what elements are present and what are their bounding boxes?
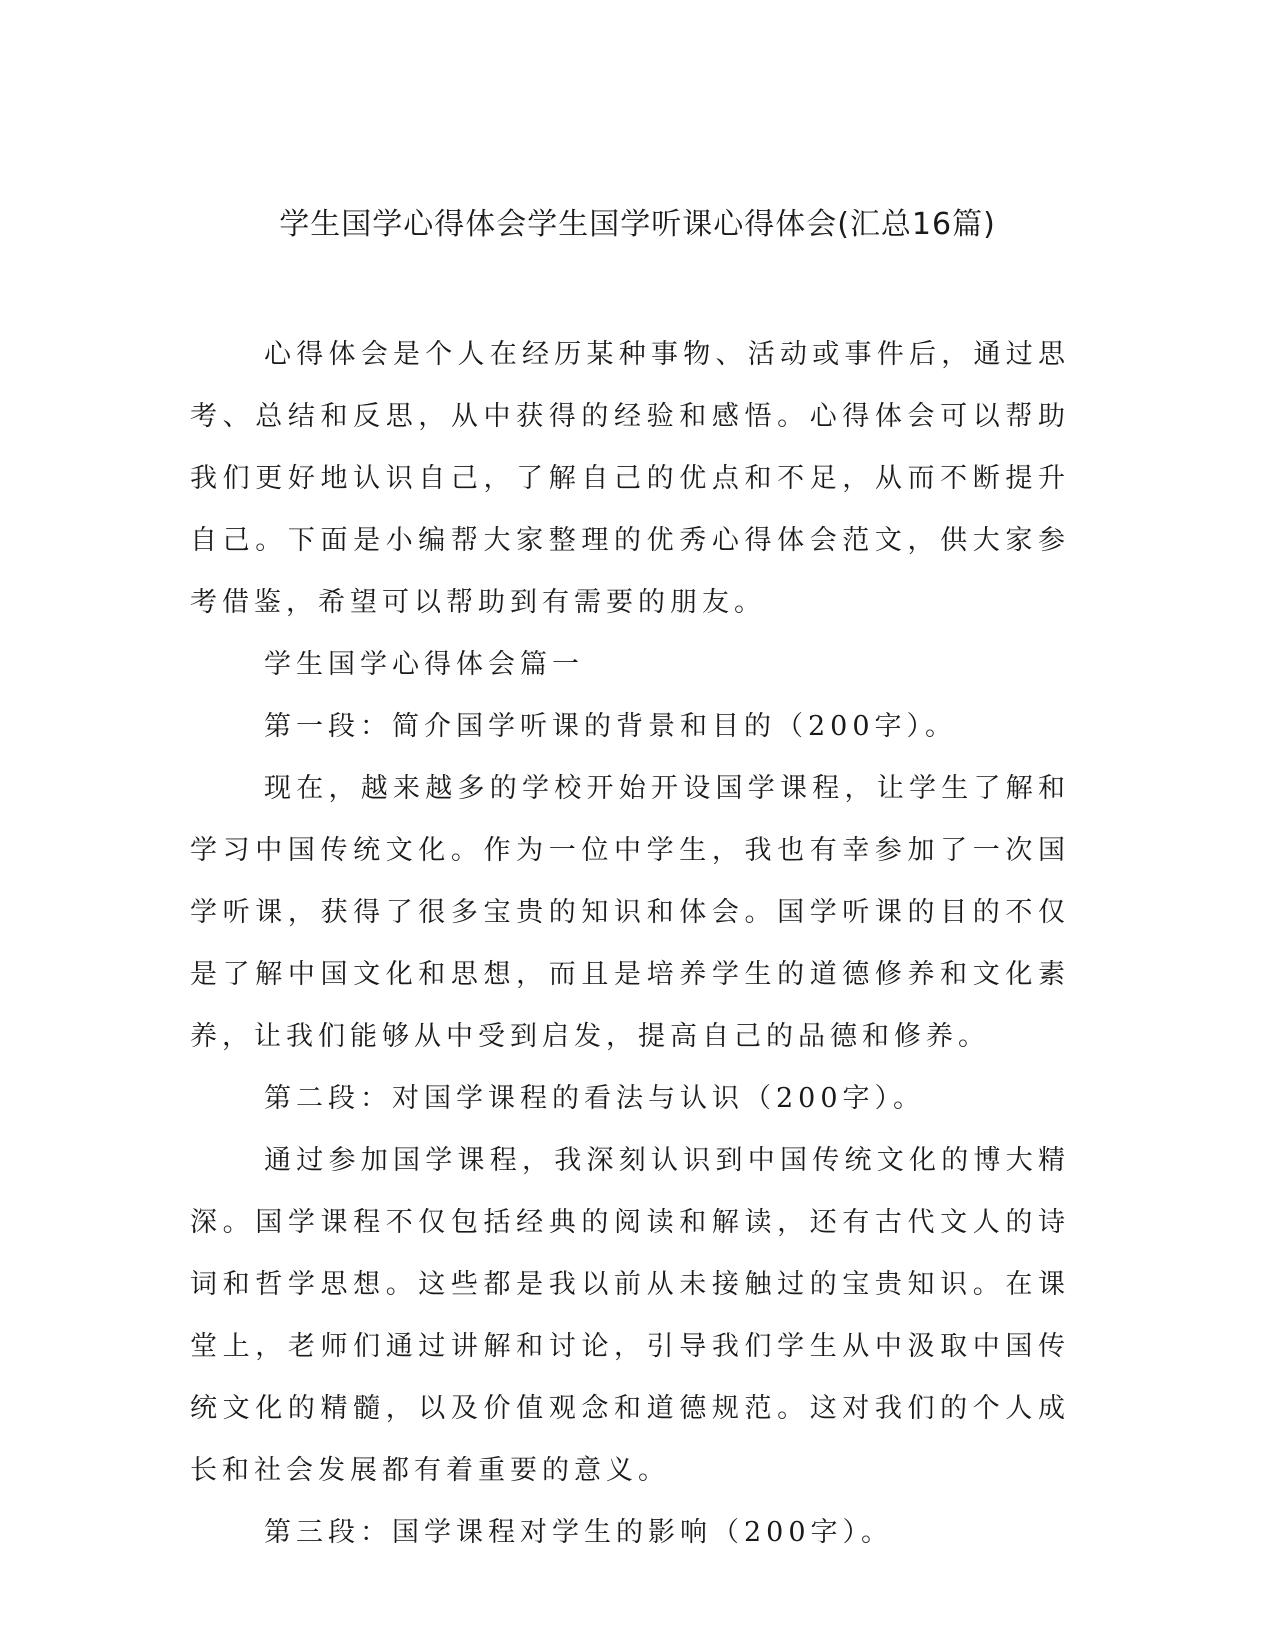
document-body — [190, 324, 1070, 1564]
section-heading-paragraph-two: 第二段：对国学课程的看法与认识（200字）。 — [264, 1083, 926, 1114]
document-title: 学生国学心得体会学生国学听课心得体会(汇总16篇) — [279, 207, 996, 242]
body-paragraph: 通过参加国学课程，我深刻认识到中国传统文化的博大精深。国学课程不仅包括经典的阅读和解读，还有古代文人的诗词和哲学思想。这些都是我以前从未接触过的宝贵知识。在课堂上，老师们通过讲解和讨论，引导我们学生从中汲取中国传统文化的精髓，以及价值观念和道德规范。这对我们的个人成长和社会发展都有着重要的意义。 — [190, 1145, 1070, 1486]
intro-paragraph: 心得体会是个人在经历某种事物、活动或事件后，通过思考、总结和反思，从中获得的经验和感悟。心得体会可以帮助我们更好地认识自己，了解自己的优点和不足，从而不断提升自己。下面是小编帮大家整理的优秀心得体会范文，供大家参考借鉴，希望可以帮助到有需要的朋友。 — [190, 339, 1070, 618]
section-heading-paragraph-three: 第三段：国学课程对学生的影响（200字）。 — [264, 1517, 894, 1548]
body-paragraph: 现在，越来越多的学校开始开设国学课程，让学生了解和学习中国传统文化。作为一位中学生，我也有幸参加了一次国学听课，获得了很多宝贵的知识和体会。国学听课的目的不仅是了解中国文化和思想，而且是培养学生的道德修养和文化素养，让我们能够从中受到启发，提高自己的品德和修养。 — [190, 773, 1070, 1052]
section-heading-paragraph-one: 第一段：简介国学听课的背景和目的（200字）。 — [264, 711, 958, 742]
section-heading-part-one: 学生国学心得体会篇一 — [264, 649, 584, 680]
